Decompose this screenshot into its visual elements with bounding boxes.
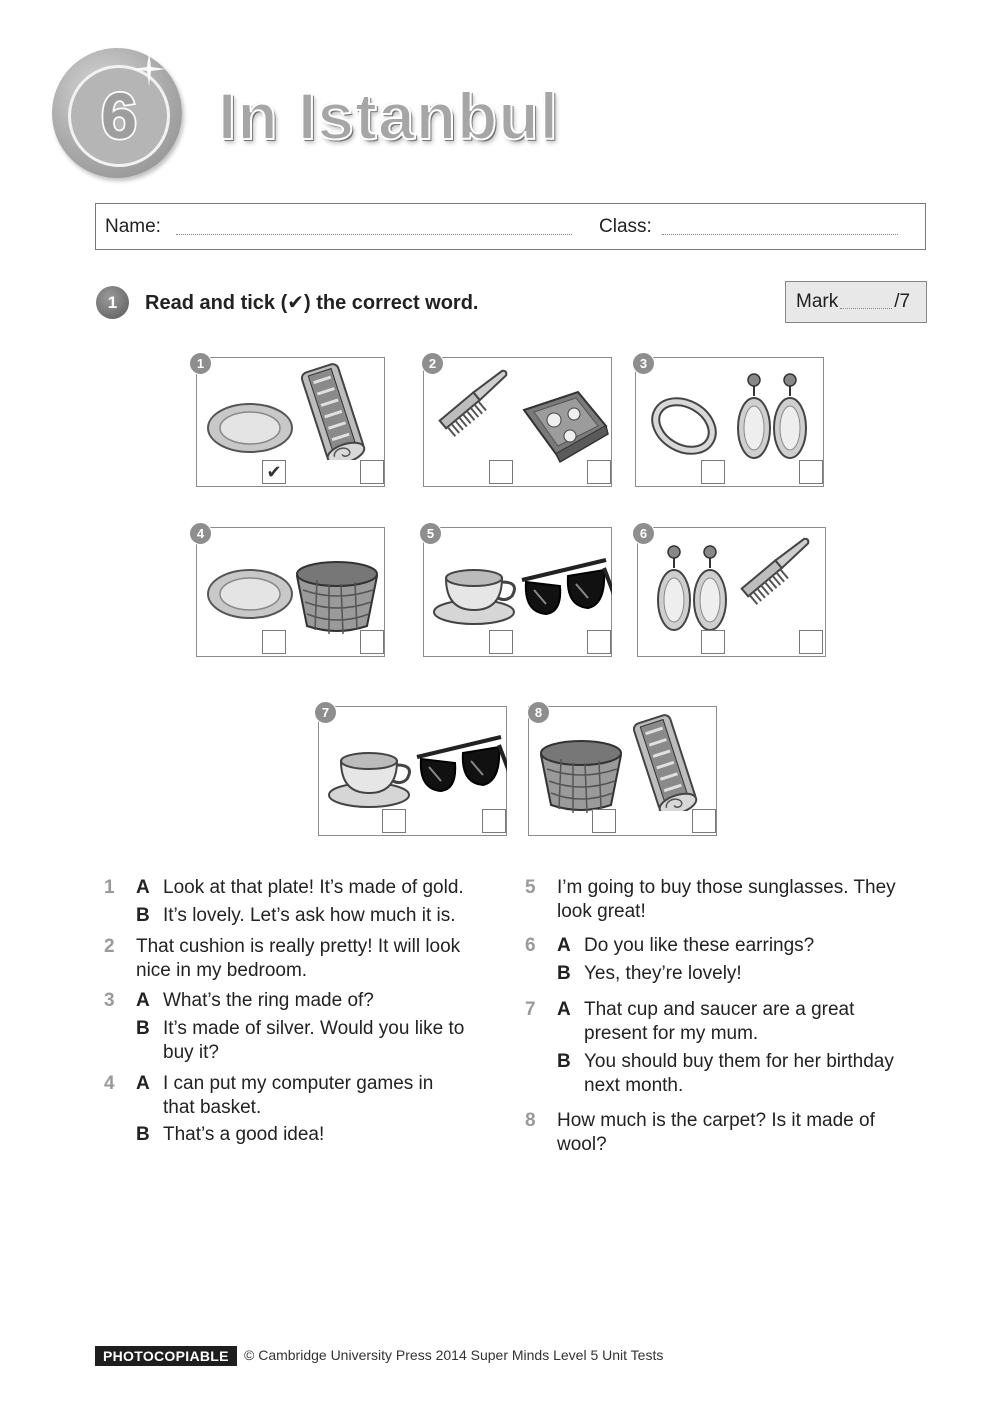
tick-box-left[interactable] (701, 630, 725, 654)
sentence-text: That cup and saucer are a great present for my mum. (584, 999, 855, 1044)
copyright-text: © Cambridge University Press 2014 Super Minds Level 5 Unit Tests (244, 1347, 664, 1363)
name-field[interactable] (176, 234, 572, 235)
basket-icon (533, 719, 629, 819)
tick-box-right[interactable] (360, 630, 384, 654)
sentence-number: 6 (525, 935, 536, 956)
photocopiable-label: PHOTOCOPIABLE (95, 1346, 237, 1366)
sentence-text: How much is the carpet? Is it made of wool? (557, 1110, 875, 1155)
comb-icon (426, 368, 522, 468)
speaker-label: B (136, 905, 150, 926)
sentence-number: 3 (104, 990, 115, 1011)
sentence-text: Look at that plate! It’s made of gold. (163, 877, 464, 898)
sunglasses-icon (411, 717, 507, 817)
speaker-label: B (136, 1018, 150, 1039)
tick-box-right[interactable] (360, 460, 384, 484)
plate-icon (202, 368, 298, 468)
speaker-label: B (136, 1124, 150, 1145)
tick-box-left[interactable] (701, 460, 725, 484)
panel-number: 4 (189, 522, 212, 545)
class-label: Class: (599, 216, 652, 237)
unit-number: 6 (68, 65, 170, 167)
sentence-text: It’s made of silver. Would you like to buy it? (163, 1018, 465, 1063)
earrings-icon (644, 542, 740, 642)
picture-panel-7 (318, 706, 507, 836)
panel-number: 7 (314, 701, 337, 724)
panel-number: 6 (632, 522, 655, 545)
sentence-number: 5 (525, 877, 536, 898)
tick-box-left[interactable] (489, 630, 513, 654)
speaker-label: A (557, 935, 571, 956)
tick-box-left[interactable]: ✔ (262, 460, 286, 484)
comb-icon (728, 536, 824, 636)
sentence-text: What’s the ring made of? (163, 990, 374, 1011)
tick-box-left[interactable] (489, 460, 513, 484)
tick-box-left[interactable] (592, 809, 616, 833)
sentence-text: It’s lovely. Let’s ask how much it is. (163, 905, 456, 926)
picture-panel-1 (196, 357, 385, 487)
sentence-text: That cushion is really pretty! It will look nice in my bedroom. (136, 936, 461, 981)
speaker-label: B (557, 1051, 571, 1072)
speaker-label: B (557, 963, 571, 984)
sentence-text: I can put my computer games in that basket. (163, 1073, 434, 1118)
name-class-box (95, 203, 926, 250)
tick-box-right[interactable] (799, 460, 823, 484)
cup-and-saucer-icon (323, 721, 419, 821)
sentence-text: Do you like these earrings? (584, 935, 815, 956)
picture-panel-8 (528, 706, 717, 836)
speaker-label: A (136, 990, 150, 1011)
carpet-icon (617, 711, 713, 811)
sentence-text: I’m going to buy those sunglasses. They look great! (557, 877, 896, 922)
sentence-text: That’s a good idea! (163, 1124, 325, 1145)
class-field[interactable] (662, 234, 898, 235)
panel-number: 8 (527, 701, 550, 724)
ring-icon (640, 370, 736, 470)
tick-box-right[interactable] (587, 630, 611, 654)
sentence-number: 7 (525, 999, 536, 1020)
sentence-number: 4 (104, 1073, 115, 1094)
picture-panel-3 (635, 357, 824, 487)
tick-box-right[interactable] (587, 460, 611, 484)
tick-box-right[interactable] (482, 809, 506, 833)
name-label: Name: (105, 216, 161, 237)
mark-label: Mark (796, 291, 839, 312)
picture-panel-2 (423, 357, 612, 487)
plate-icon (202, 534, 298, 634)
sentence-text: You should buy them for her birthday next month. (584, 1051, 894, 1096)
page-title: In Istanbul (218, 79, 559, 153)
sparkle-icon (132, 52, 166, 86)
speaker-label: A (136, 1073, 150, 1094)
picture-panel-4 (196, 527, 385, 657)
sentence-text: Yes, they’re lovely! (584, 963, 742, 984)
mark-total: /7 (894, 291, 911, 312)
speaker-label: A (557, 999, 571, 1020)
tick-box-right[interactable] (692, 809, 716, 833)
earrings-icon (724, 370, 820, 470)
tick-box-right[interactable] (799, 630, 823, 654)
sunglasses-icon (516, 540, 612, 640)
tick-box-left[interactable] (262, 630, 286, 654)
panel-number: 2 (421, 352, 444, 375)
cup-and-saucer-icon (428, 538, 524, 638)
picture-panel-5 (423, 527, 612, 657)
exercise-number: 1 (96, 286, 129, 319)
speaker-label: A (136, 877, 150, 898)
panel-number: 3 (632, 352, 655, 375)
exercise-instruction: Read and tick (✔) the correct word. (145, 292, 479, 314)
cushion-icon (516, 370, 612, 470)
panel-number: 1 (189, 352, 212, 375)
sentence-number: 1 (104, 877, 115, 898)
sentence-number: 8 (525, 1110, 536, 1131)
tick-box-left[interactable] (382, 809, 406, 833)
mark-field[interactable] (840, 296, 892, 309)
carpet-icon (285, 360, 381, 460)
basket-icon (289, 540, 385, 640)
panel-number: 5 (419, 522, 442, 545)
picture-panel-6 (637, 527, 826, 657)
mark-box (785, 281, 927, 323)
sentence-number: 2 (104, 936, 115, 957)
